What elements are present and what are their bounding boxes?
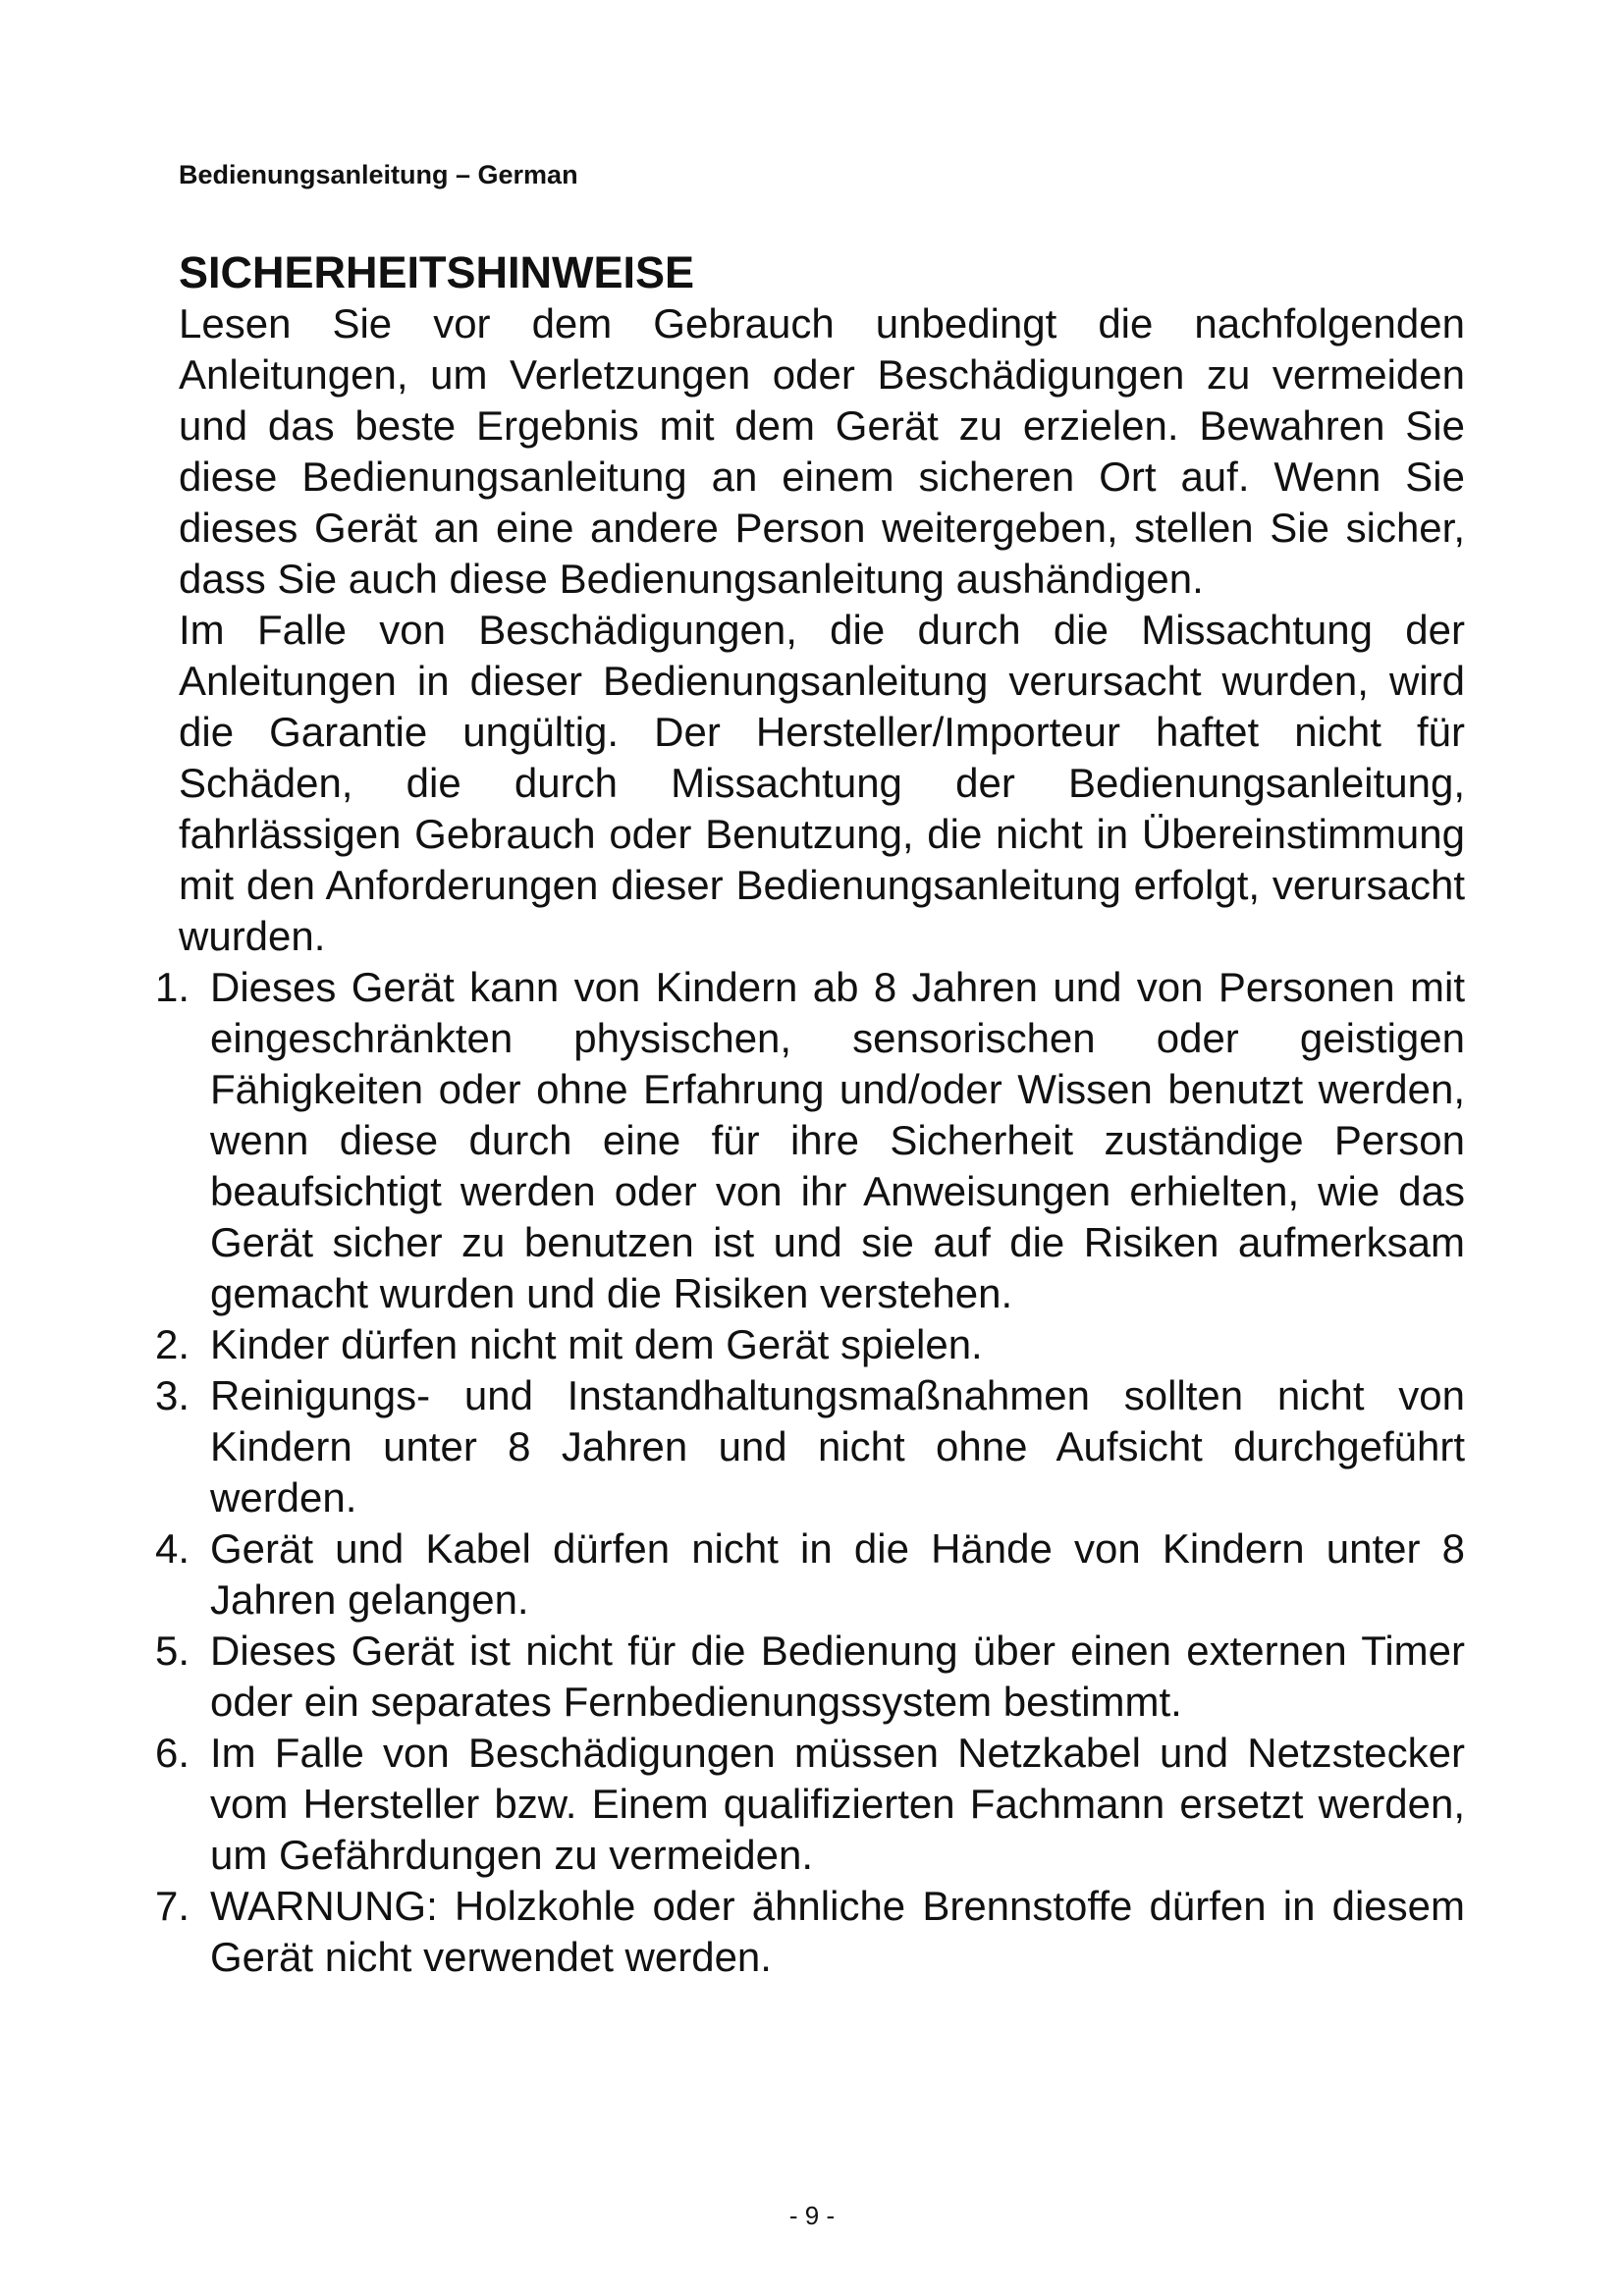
warranty-paragraph: Im Falle von Beschädigungen, die durch die Missachtung der Anleitungen in dieser Bedienungsanleitung verursacht wurden, wird die Garantie ungültig. Der Hersteller/Importeur haftet nicht für Schäden, die durch Missachtung der Bedienungsanleitung, fahrlässigen Gebrauch oder Benutzung, die nicht in Übereinstimmung mit den Anforderungen dieser Bedienungsanleitung erfolgt, verursacht wurden.	[179, 607, 1465, 959]
page-number: - 9 -	[788, 2201, 836, 2230]
list-item-number: 7.	[155, 1883, 190, 1929]
list-item-number: 5.	[155, 1628, 190, 1674]
list-item	[155, 1626, 1465, 1728]
list-item-text: Dieses Gerät kann von Kindern ab 8 Jahren und von Personen mit eingeschränkten physischen, sensorischen oder geistigen Fähigkeiten oder ohne Erfahrung und/oder Wissen benutzt werden, wenn diese durch eine für ihre Sicherheit zuständige Person beaufsichtigt werden oder von ihr Anweisungen erhielten, wie das Gerät sicher zu benutzen ist und sie auf die Risiken aufmerksam gemacht wurden und die Risiken verstehen.	[210, 964, 1465, 1316]
list-item	[155, 1881, 1465, 1983]
list-item-number: 6.	[155, 1730, 190, 1776]
safety-section	[155, 247, 1465, 1983]
list-item-text: Im Falle von Beschädigungen müssen Netzkabel und Netzstecker vom Hersteller bzw. Einem qualifizierten Fachmann ersetzt werden, um Gefährdungen zu vermeiden.	[210, 1730, 1465, 1878]
list-item-text: Kinder dürfen nicht mit dem Gerät spielen.	[210, 1321, 983, 1367]
section-title: SICHERHEITSHINWEISE	[179, 247, 695, 297]
list-item	[155, 962, 1465, 1319]
list-item	[155, 1728, 1465, 1881]
list-item	[155, 1370, 1465, 1523]
list-item	[155, 1319, 1465, 1370]
list-item-number: 2.	[155, 1321, 190, 1367]
list-item-text: Gerät und Kabel dürfen nicht in die Hände von Kindern unter 8 Jahren gelangen.	[210, 1525, 1465, 1623]
list-item-text: Dieses Gerät ist nicht für die Bedienung über einen externen Timer oder ein separates Fernbedienungssystem bestimmt.	[210, 1628, 1465, 1725]
safety-list	[155, 962, 1465, 1983]
list-item-text: WARNUNG: Holzkohle oder ähnliche Brennstoffe dürfen in diesem Gerät nicht verwendet werden.	[210, 1883, 1465, 1980]
list-item	[155, 1523, 1465, 1626]
list-item-number: 1.	[155, 964, 190, 1010]
list-item-number: 4.	[155, 1525, 190, 1572]
intro-paragraph: Lesen Sie vor dem Gebrauch unbedingt die nachfolgenden Anleitungen, um Verletzungen oder Beschädigungen zu vermeiden und das beste Ergebnis mit dem Gerät zu erzielen. Bewahren Sie diese Bedienungsanleitung an einem sicheren Ort auf. Wenn Sie dieses Gerät an eine andere Person weitergeben, stellen Sie sicher, dass Sie auch diese Bedienungsanleitung aushändigen.	[179, 300, 1465, 602]
list-item-number: 3.	[155, 1372, 190, 1418]
document-header: Bedienungsanleitung – German	[179, 160, 578, 189]
list-item-text: Reinigungs- und Instandhaltungsmaßnahmen sollten nicht von Kindern unter 8 Jahren und nicht ohne Aufsicht durchgeführt werden.	[210, 1372, 1465, 1521]
